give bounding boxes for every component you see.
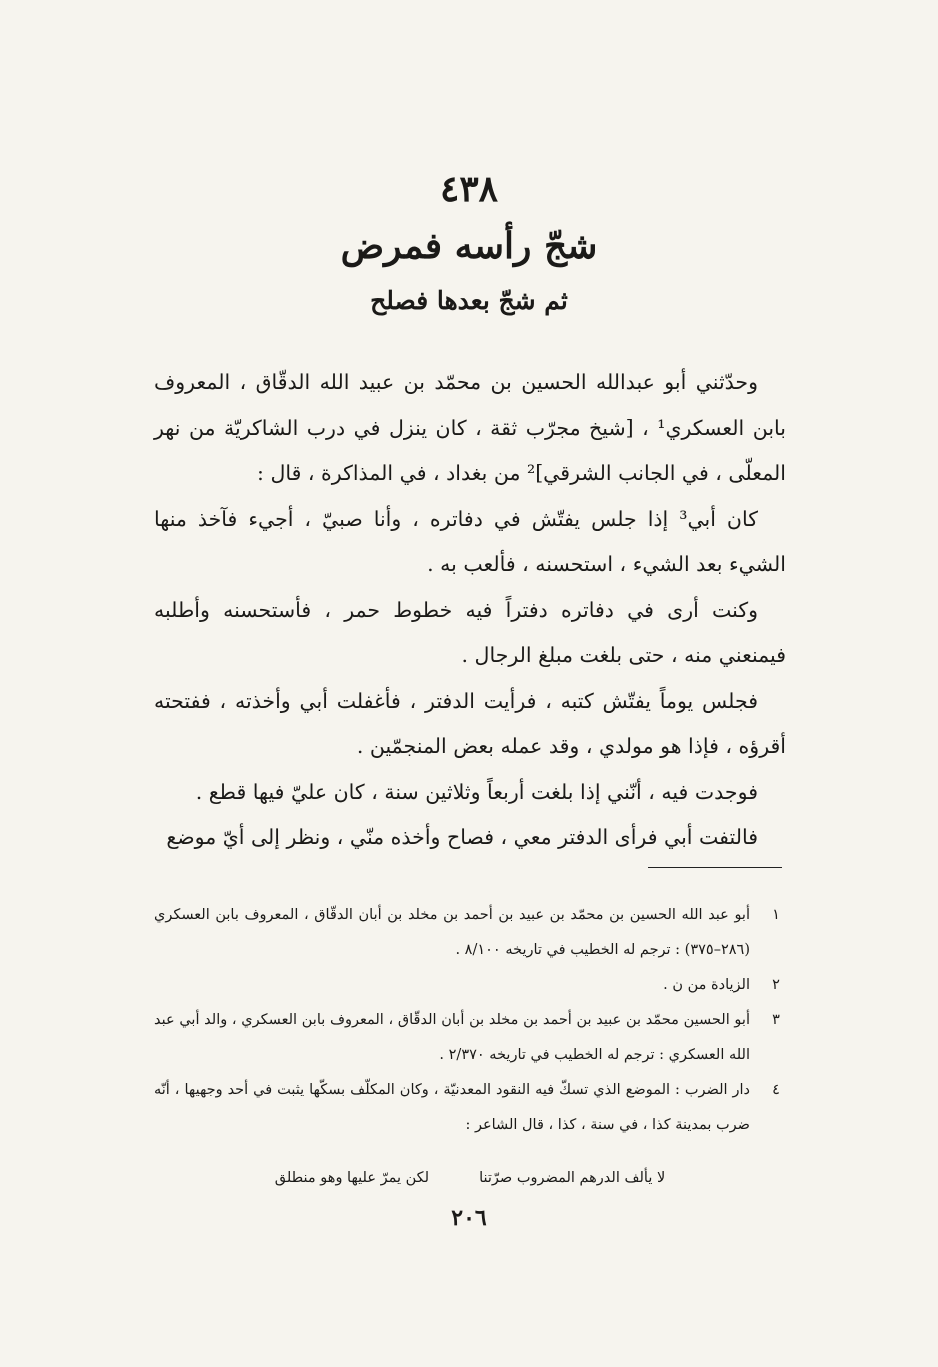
footnote-number: ٤ [772, 1082, 780, 1098]
body-text [154, 360, 786, 861]
paragraph: وكنت أرى في دفاتره دفتراً فيه خطوط حمر ، فأستحسنه وأطلبه فيمنعني منه ، حتى بلغت مبلغ الرجال . [154, 597, 786, 667]
footnote [154, 1073, 786, 1143]
footnote-text: الزيادة من ن . [663, 977, 750, 993]
footnote [154, 968, 786, 1003]
paragraph: فوجدت فيه ، أنّني إذا بلغت أربعاً وثلاثين سنة ، كان عليّ فيها قطع . [195, 779, 758, 804]
footnotes [154, 898, 786, 1196]
footnote-number: ٣ [772, 1012, 780, 1028]
footnote-number: ٢ [772, 977, 780, 993]
story-title: شجّ رأسه فمرض [340, 225, 598, 267]
footnote-divider [648, 867, 782, 868]
paragraph: وحدّثني أبو عبدالله الحسين بن محمّد بن عبيد الله الدقّاق ، المعروف بابن العسكري¹ ، [شيخ مجرّب ثقة ، كان ينزل في درب الشاكريّة من نهر المعلّى ، في الجانب الشرقي]² من بغداد ، في المذاكرة ، قال : [154, 370, 786, 485]
footnote [154, 898, 786, 968]
story-subtitle: ثم شجّ بعدها فصلح [370, 286, 568, 315]
footnote-text: أبو الحسين محمّد بن عبيد بن أحمد بن مخلد بن أبان الدقّاق ، المعروف بابن العسكري ، والد أبي عبد الله العسكري : ترجم له الخطيب في تاريخه ٢/٣٧٠ . [154, 1012, 750, 1063]
paragraph: كان أبي³ إذا جلس يفتّش في دفاتره ، وأنا صبيّ ، أجيء فآخذ منها الشيء بعد الشيء ، استحسنه ، فألعب به . [154, 506, 786, 576]
footnote [154, 1003, 786, 1073]
verse-first-hemistich: لا يألف الدرهم المضروب صرّتنا [479, 1170, 666, 1186]
paragraph: فجلس يوماً يفتّش كتبه ، فرأيت الدفتر ، فأغفلت أبي وأخذته ، ففتحته أقرؤه ، فإذا هو مولدي ، وقد عمله بعض المنجمّين . [154, 688, 786, 758]
page-number: ٢٠٦ [451, 1205, 487, 1231]
footnote-text: دار الضرب : الموضع الذي تسكّ فيه النقود المعدنيّة ، وكان المكلّف بسكّها يثبت في أحد وجهيها ، أنّه ضرب بمدينة كذا ، في سنة ، كذا ، قال الشاعر : [154, 1082, 750, 1133]
poetry-verse [154, 1161, 786, 1196]
story-number: ٤٣٨ [439, 168, 498, 210]
paragraph: فالتفت أبي فرأى الدفتر معي ، فصاح وأخذه منّي ، ونظر إلى أيّ موضع [166, 825, 758, 849]
footnote-number: ١ [772, 907, 780, 923]
verse-second-hemistich: لكن يمرّ عليها وهو منطلق [274, 1170, 430, 1186]
footnote-text: أبو عبد الله الحسين بن محمّد بن عبيد بن أحمد بن مخلد بن أبان الدقّاق ، المعروف بابن العسكري (٢٨٦–٣٧٥) : ترجم له الخطيب في تاريخه ٨/١٠٠ . [154, 907, 750, 958]
